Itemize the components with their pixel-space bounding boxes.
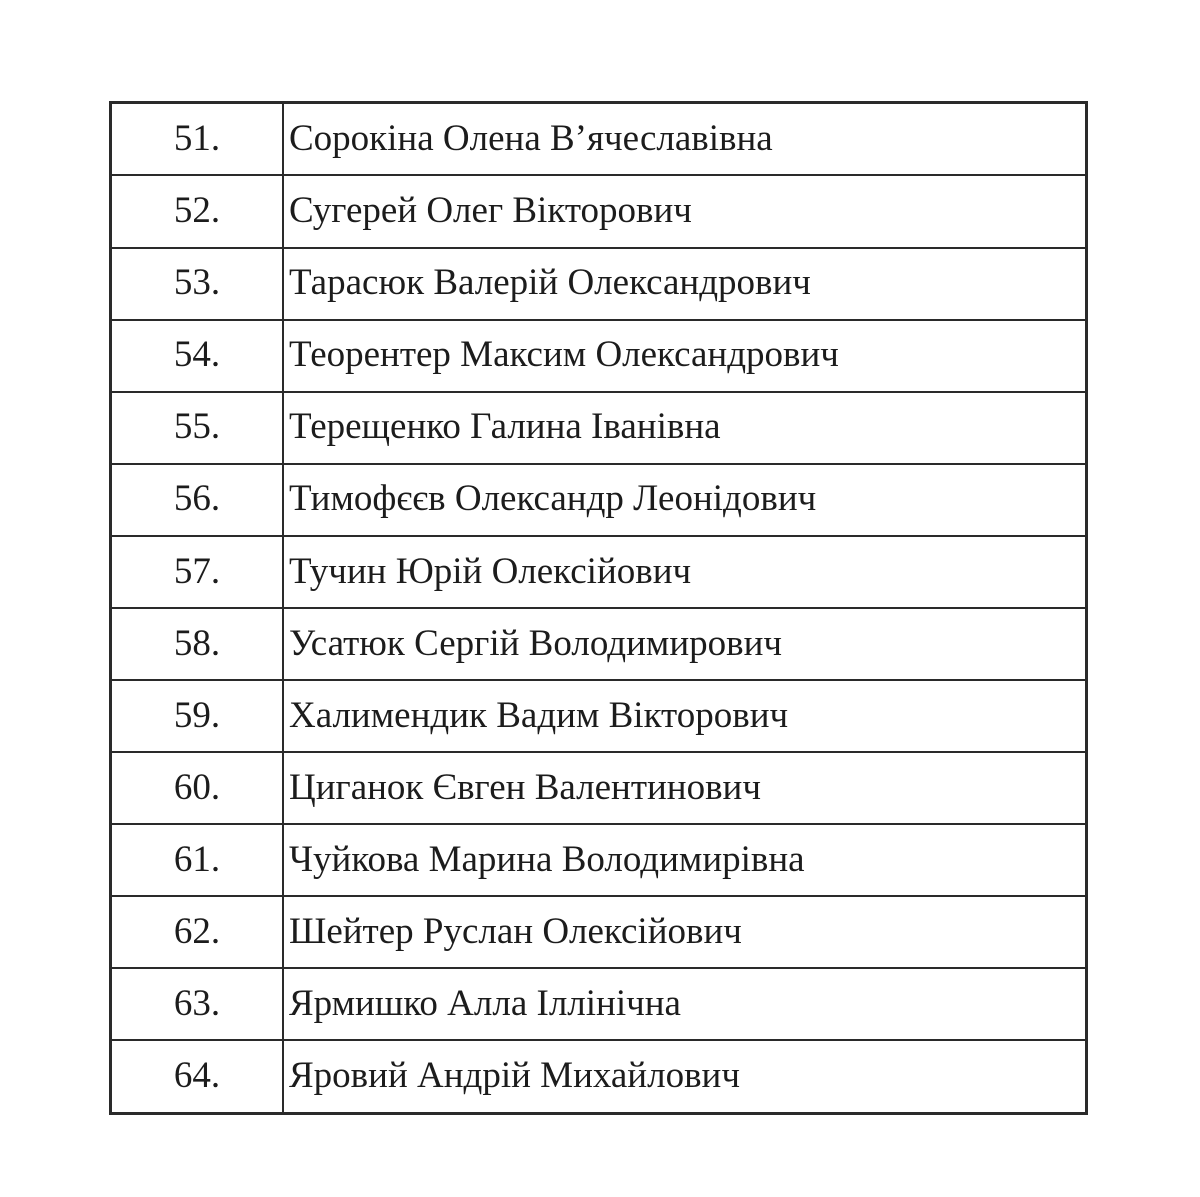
person-name: Усатюк Сергій Володимирович — [283, 608, 1087, 680]
row-number: 62. — [111, 896, 284, 968]
row-number: 57. — [111, 536, 284, 608]
row-number: 64. — [111, 1040, 284, 1113]
row-number: 52. — [111, 175, 284, 247]
person-name: Сорокіна Олена В’ячеславівна — [283, 103, 1087, 176]
person-name: Чуйкова Марина Володимирівна — [283, 824, 1087, 896]
row-number: 55. — [111, 392, 284, 464]
table-row — [111, 103, 1087, 176]
table-row — [111, 392, 1087, 464]
person-name: Циганок Євген Валентинович — [283, 752, 1087, 824]
row-number: 53. — [111, 248, 284, 320]
table-row — [111, 1040, 1087, 1113]
person-name: Яровий Андрій Михайлович — [283, 1040, 1087, 1113]
row-number: 51. — [111, 103, 284, 176]
row-number: 59. — [111, 680, 284, 752]
person-name: Тарасюк Валерій Олександрович — [283, 248, 1087, 320]
person-name: Шейтер Руслан Олексійович — [283, 896, 1087, 968]
person-name: Халимендик Вадим Вікторович — [283, 680, 1087, 752]
numbered-name-list-table — [109, 101, 1088, 1115]
person-name: Терещенко Галина Іванівна — [283, 392, 1087, 464]
table-row — [111, 752, 1087, 824]
person-name: Тучин Юрій Олексійович — [283, 536, 1087, 608]
person-name: Ярмишко Алла Іллінічна — [283, 968, 1087, 1040]
row-number: 54. — [111, 320, 284, 392]
row-number: 60. — [111, 752, 284, 824]
row-number: 61. — [111, 824, 284, 896]
table-row — [111, 824, 1087, 896]
row-number: 58. — [111, 608, 284, 680]
table-row — [111, 175, 1087, 247]
table-row — [111, 248, 1087, 320]
table-row — [111, 608, 1087, 680]
table-row — [111, 680, 1087, 752]
row-number: 56. — [111, 464, 284, 536]
table-row — [111, 968, 1087, 1040]
person-name: Тимофєєв Олександр Леонідович — [283, 464, 1087, 536]
person-name: Теорентер Максим Олександрович — [283, 320, 1087, 392]
table-row — [111, 320, 1087, 392]
table-body — [111, 103, 1087, 1114]
table-row — [111, 536, 1087, 608]
row-number: 63. — [111, 968, 284, 1040]
table-row — [111, 896, 1087, 968]
table-row — [111, 464, 1087, 536]
person-name: Сугерей Олег Вікторович — [283, 175, 1087, 247]
